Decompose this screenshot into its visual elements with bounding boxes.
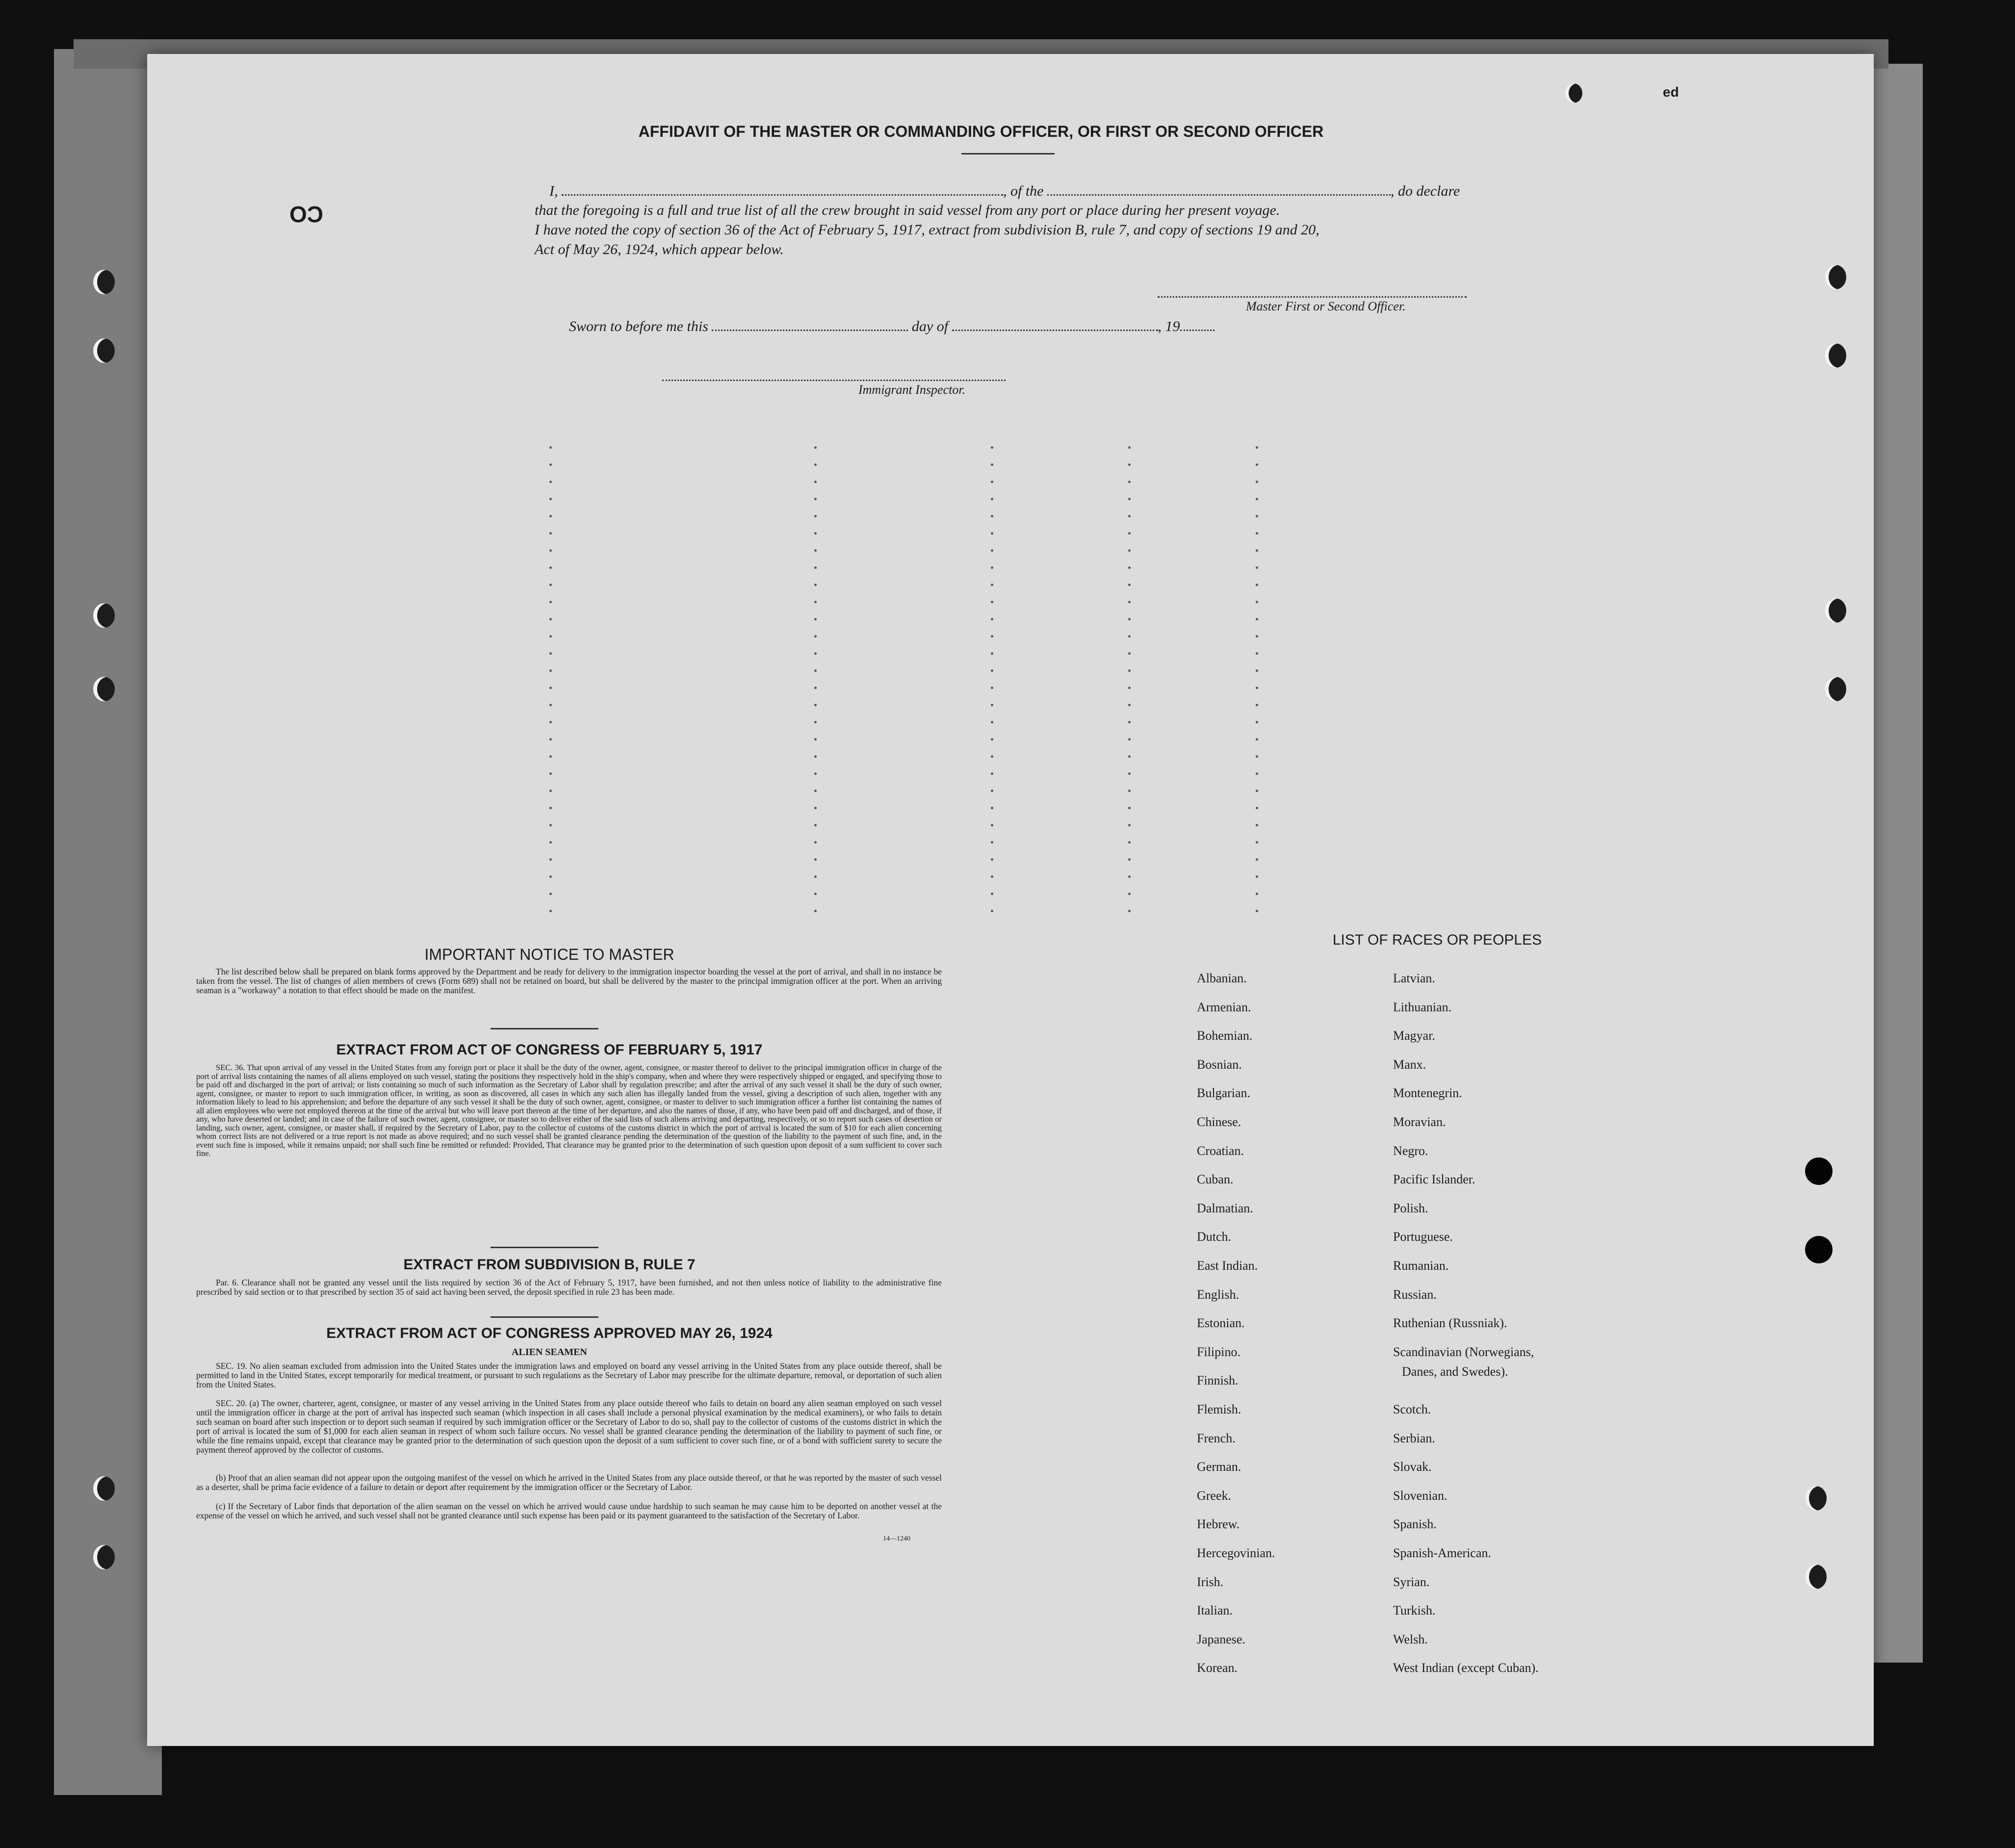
column-guide-dot xyxy=(1128,635,1131,638)
extract-rule7-text: Par. 6. Clearance shall not be granted any vessel until the lists required by section 36 of the Act of February 5, 1917, have been furnished, and not then unless notice of liability to the administrative fine prescribed by said section or to that prescribed by section 35 of said act having been served, the deposit specified in rule 23 has been made. xyxy=(196,1278,942,1297)
column-guide-dot xyxy=(549,875,552,878)
column-guide-dot xyxy=(1256,463,1258,466)
column-guide-dot xyxy=(1256,910,1258,912)
column-guide-dot xyxy=(814,532,817,535)
race-item: Irish. xyxy=(1197,1574,1224,1589)
column-guide-dot xyxy=(814,687,817,689)
punch-hole xyxy=(93,338,115,363)
column-guide-dot xyxy=(991,687,993,689)
column-guide-dot xyxy=(1256,652,1258,655)
column-guide-dot xyxy=(1256,532,1258,535)
alien-seamen-subtitle: ALIEN SEAMEN xyxy=(512,1347,587,1358)
column-guide-dot xyxy=(814,652,817,655)
race-item: Negro. xyxy=(1393,1143,1428,1158)
column-guide-dot xyxy=(1128,532,1131,535)
column-guide-dot xyxy=(1256,687,1258,689)
extract-1917-text: SEC. 36. That upon arrival of any vessel in the United States from any foreign port or place it shall be the duty of the owner, agent, consignee, or master thereof to deliver to the principal immigration officer in charge of the port of arrival lists containing the names of all aliens employed on such vessel, stating the positions they respectively hold in the ship's company, when and where they were respectively shipped or engaged, and specifying those to be paid off and discharged in the port of arrival; or lists containing so much of such information as the Secretary of Labor shall by regulation prescribe; and after the arrival of any such vessel it shall be the duty of such owner, agent, consignee, or master to report to such immigration officer, in writing, as soon as discovered, all cases in which any such alien has illegally landed from the vessel, giving a description of such alien, together with any information likely to lead to his apprehension; and before the departure of any such vessel it shall be the duty of such owner, agent, consignee, or master to deliver to such immigration officer a further list containing the names of all alien employees who were not employed thereon at the time of the arrival but who will leave port thereon at the time of her departure, and also the names of those, if any, who have been paid off and discharged, and of those, if any, who have deserted or landed; and in case of the failure of such owner, agent, consignee, or master so to deliver either of the said lists of such aliens arriving and departing, respectively, or so to report such cases of desertion or landing, such owner, agent, consignee, or master shall, if required by the Secretary of Labor, pay to the collector of customs of the customs district in which the port of arrival is located the sum of $10 for each alien concerning whom correct lists are not delivered or a true report is not made as above required; and no such vessel shall be granted clearance pending the determination of the question of the liability to the payment of such fine, and, in the event such fine is imposed, while it remains unpaid; nor shall such fine be remitted or refunded: Provided, That clearance may be granted prior to the determination of such question upon deposit of a sum sufficient to cover such fine. xyxy=(196,1063,942,1158)
column-guide-dot xyxy=(814,790,817,792)
column-guide-dot xyxy=(991,790,993,792)
column-guide-dot xyxy=(991,669,993,672)
race-item: Scandinavian (Norwegians, xyxy=(1393,1344,1534,1359)
race-item: Slovak. xyxy=(1393,1460,1432,1474)
column-guide-dot xyxy=(991,515,993,517)
race-item: Portuguese. xyxy=(1393,1230,1453,1244)
sec19-text: SEC. 19. No alien seaman excluded from admission into the United States under the immigration laws and employed on board any vessel arriving in the United States from any place outside thereof, shall be permitted to land in the United States, except temporarily for medical treatment, or pursuant to such regulations as the Secretary of Labor may prescribe for the ultimate departure, removal, or deportation of such alien from the United States. xyxy=(196,1361,942,1389)
column-guide-dot xyxy=(549,669,552,672)
column-guide-dot xyxy=(549,910,552,912)
race-item: West Indian (except Cuban). xyxy=(1393,1661,1539,1675)
declarant-label: I, xyxy=(549,183,558,199)
column-guide-dot xyxy=(549,635,552,638)
race-item: Flemish. xyxy=(1197,1402,1241,1416)
race-item: Magyar. xyxy=(1393,1028,1435,1043)
column-guide-dot xyxy=(991,841,993,844)
column-guide-dot xyxy=(1128,858,1131,861)
race-item: Armenian. xyxy=(1197,1000,1251,1014)
column-guide-dot xyxy=(814,875,817,878)
column-guide-dot xyxy=(1256,498,1258,500)
column-guide-dot xyxy=(814,601,817,603)
race-item: Bulgarian. xyxy=(1197,1086,1251,1101)
column-guide-dot xyxy=(1256,566,1258,569)
column-guide-dot xyxy=(1128,669,1131,672)
race-item: Serbian. xyxy=(1393,1431,1435,1445)
column-guide-dot xyxy=(1256,515,1258,517)
column-guide-dot xyxy=(549,463,552,466)
column-guide-dot xyxy=(814,772,817,775)
column-guide-dot xyxy=(1128,515,1131,517)
punch-hole xyxy=(93,677,115,701)
column-guide-dot xyxy=(1128,772,1131,775)
column-guide-dot xyxy=(991,635,993,638)
column-guide-dot xyxy=(991,618,993,620)
column-guide-dot xyxy=(991,824,993,826)
race-item: Hercegovinian. xyxy=(1197,1546,1275,1560)
corner-stamp: ed xyxy=(1663,84,1679,100)
column-guide-dot xyxy=(1256,446,1258,449)
race-item: Finnish. xyxy=(1197,1373,1239,1388)
column-guide-dot xyxy=(1128,618,1131,620)
race-item: Syrian. xyxy=(1393,1574,1430,1589)
column-guide-dot xyxy=(1256,875,1258,878)
section-divider xyxy=(491,1028,598,1029)
race-item: East Indian. xyxy=(1197,1258,1258,1273)
column-guide-dot xyxy=(549,721,552,723)
notice-text: The list described below shall be prepared on blank forms approved by the Department and be ready for delivery to the immigration inspector boarding the vessel at the port of arrival, and shall in no instance be taken from the vessel. The list of changes of alien members of crews (Form 689) shall not be retained on board, but shall be delivered by the master to the principal immigration officer at the port. When an arriving seaman is a "workaway" a notation to that effect should be made on the manifest. xyxy=(196,967,942,995)
column-guide-dot xyxy=(991,463,993,466)
column-guide-dot xyxy=(814,858,817,861)
column-guide-dot xyxy=(1128,481,1131,483)
section-divider xyxy=(491,1247,598,1248)
race-item: Welsh. xyxy=(1393,1632,1428,1646)
race-item: Russian. xyxy=(1393,1287,1437,1302)
column-guide-dot xyxy=(549,515,552,517)
column-guide-dot xyxy=(549,652,552,655)
race-item: Polish. xyxy=(1393,1201,1428,1215)
race-item: Slovenian. xyxy=(1393,1488,1447,1503)
form-number: 14—1240 xyxy=(883,1535,910,1542)
column-guide-dot xyxy=(1128,601,1131,603)
column-guide-dot xyxy=(1128,498,1131,500)
margin-stamp: CO xyxy=(289,202,323,227)
sec20c-text: (c) If the Secretary of Labor finds that deportation of the alien seaman on the vessel on which he arrived would cause undue hardship to such seaman he may cause him to be deported on another vessel at the expense of the vessel on which he arrived, and such vessel shall not be granted clearance until such expense has been paid or its payment guaranteed to the satisfaction of the Secretary of Labor. xyxy=(196,1501,942,1520)
column-guide-dot xyxy=(1256,635,1258,638)
sec20b-text: (b) Proof that an alien seaman did not appear upon the outgoing manifest of the vessel on which he arrived in the United States from any place outside thereof, or that he was reported by the master of such vessel as a deserter, shall be prima facie evidence of a failure to detain or deport after requirement by the immigration officer or the Secretary of Labor. xyxy=(196,1473,942,1492)
column-guide-dot xyxy=(814,910,817,912)
column-guide-dot xyxy=(1128,446,1131,449)
column-guide-dot xyxy=(814,515,817,517)
column-guide-dot xyxy=(991,893,993,895)
races-title: LIST OF RACES OR PEOPLES xyxy=(1332,932,1542,948)
race-item: Montenegrin. xyxy=(1393,1086,1462,1101)
column-guide-dot xyxy=(991,498,993,500)
column-guide-dot xyxy=(1256,841,1258,844)
punch-hole xyxy=(93,1476,115,1501)
column-guide-dot xyxy=(549,481,552,483)
column-guide-dot xyxy=(814,893,817,895)
column-guide-dot xyxy=(1128,463,1131,466)
race-item: Scotch. xyxy=(1393,1402,1431,1416)
column-guide-dot xyxy=(1128,755,1131,758)
race-item: Japanese. xyxy=(1197,1632,1245,1646)
column-guide-dot xyxy=(1128,704,1131,706)
punch-hole xyxy=(93,603,115,628)
column-guide-dot xyxy=(991,755,993,758)
sworn-label: Sworn to before me this xyxy=(569,318,708,334)
race-item: Italian. xyxy=(1197,1603,1233,1618)
column-guide-dot xyxy=(814,721,817,723)
column-guide-dot xyxy=(991,875,993,878)
underlying-sheet-left xyxy=(54,49,162,1795)
column-guide-dot xyxy=(991,481,993,483)
column-guide-dot xyxy=(549,858,552,861)
column-guide-dot xyxy=(1256,481,1258,483)
column-guide-dot xyxy=(549,549,552,552)
column-guide-dot xyxy=(814,566,817,569)
column-guide-dot xyxy=(549,893,552,895)
column-guide-dot xyxy=(991,772,993,775)
affidavit-title: AFFIDAVIT OF THE MASTER OR COMMANDING OFFICER, OR FIRST OR SECOND OFFICER xyxy=(638,123,1324,140)
column-guide-dot xyxy=(1256,584,1258,586)
column-guide-dot xyxy=(814,446,817,449)
column-guide-dot xyxy=(814,738,817,741)
column-guide-dot xyxy=(991,910,993,912)
column-guide-dot xyxy=(991,721,993,723)
column-guide-dot xyxy=(549,841,552,844)
column-guide-dot xyxy=(1256,772,1258,775)
column-guide-dot xyxy=(1128,807,1131,809)
extract-1917-title: EXTRACT FROM ACT OF CONGRESS OF FEBRUARY 5, 1917 xyxy=(336,1042,763,1058)
column-guide-dot xyxy=(549,755,552,758)
column-guide-dot xyxy=(1256,721,1258,723)
race-item: Spanish-American. xyxy=(1393,1546,1492,1560)
race-item: Bohemian. xyxy=(1197,1028,1253,1043)
column-guide-dot xyxy=(991,704,993,706)
blank-entry-area xyxy=(147,54,1874,1746)
column-guide-dot xyxy=(1256,807,1258,809)
race-item: Latvian. xyxy=(1393,971,1435,985)
column-guide-dot xyxy=(549,790,552,792)
punch-hole xyxy=(93,1545,115,1569)
column-guide-dot xyxy=(814,463,817,466)
race-item: Chinese. xyxy=(1197,1115,1241,1129)
column-guide-dot xyxy=(549,807,552,809)
column-guide-dot xyxy=(991,549,993,552)
year-label: , 19 xyxy=(1158,318,1180,334)
column-guide-dot xyxy=(991,584,993,586)
column-guide-dot xyxy=(1256,824,1258,826)
column-guide-dot xyxy=(991,601,993,603)
column-guide-dot xyxy=(1256,601,1258,603)
column-guide-dot xyxy=(549,566,552,569)
column-guide-dot xyxy=(1256,704,1258,706)
column-guide-dot xyxy=(1256,755,1258,758)
column-guide-dot xyxy=(991,532,993,535)
punch-hole xyxy=(93,270,115,294)
declaration-text-line: I have noted the copy of section 36 of the Act of February 5, 1917, extract from subdivision B, rule 7, and copy of sections 19 and 20, xyxy=(535,222,1319,238)
extract-1924-title: EXTRACT FROM ACT OF CONGRESS APPROVED MAY 26, 1924 xyxy=(326,1325,773,1341)
column-guide-dot xyxy=(814,481,817,483)
race-item: Hebrew. xyxy=(1197,1517,1240,1532)
column-guide-dot xyxy=(1128,790,1131,792)
column-guide-dot xyxy=(549,772,552,775)
column-guide-dot xyxy=(549,446,552,449)
race-item: French. xyxy=(1197,1431,1236,1445)
race-item: Croatian. xyxy=(1197,1143,1244,1158)
race-item: Bosnian. xyxy=(1197,1057,1242,1072)
column-guide-dot xyxy=(814,841,817,844)
column-guide-dot xyxy=(814,498,817,500)
column-guide-dot xyxy=(1128,841,1131,844)
race-item: Dutch. xyxy=(1197,1230,1232,1244)
column-guide-dot xyxy=(814,549,817,552)
race-item: Albanian. xyxy=(1197,971,1247,985)
column-guide-dot xyxy=(1256,738,1258,741)
column-guide-dot xyxy=(991,858,993,861)
race-item: Dalmatian. xyxy=(1197,1201,1253,1215)
notice-title: IMPORTANT NOTICE TO MASTER xyxy=(424,946,674,963)
vessel-label: , of the xyxy=(1003,183,1044,199)
extract-rule7-title: EXTRACT FROM SUBDIVISION B, RULE 7 xyxy=(403,1257,696,1273)
column-guide-dot xyxy=(1128,875,1131,878)
column-guide-dot xyxy=(1128,584,1131,586)
column-guide-dot xyxy=(814,755,817,758)
column-guide-dot xyxy=(1128,910,1131,912)
race-item: Pacific Islander. xyxy=(1393,1172,1475,1187)
sec20a-text: SEC. 20. (a) The owner, charterer, agent, consignee, or master of any vessel arriving in the United States from any place outside thereof who fails to detain on board any alien seaman employed on such vessel until the immigration officer in charge at the port of arrival has inspected such seaman (which inspection in all cases shall include a personal physical examination by the medical examiners), or who fails to detain such seaman on board after such inspection or to deport such seaman if required by such immigration officer or the Secretary of Labor to do so, shall pay to the collector of customs of the customs district in which the port of arrival is located the sum of $1,000 for each alien seaman in respect of whom such failure occurs. No vessel shall be granted clearance pending the determination of the liability to payment of such fine, or while the fine remains unpaid, except that clearance may be granted prior to the determination of such question upon the deposit of a sum sufficient to cover such fine, or of a bond with sufficient surety to secure the payment thereof approved by the collector of customs. xyxy=(196,1398,942,1455)
declaration-text-line: that the foregoing is a full and true list of all the crew brought in said vessel from any port or place during her present voyage. xyxy=(535,202,1280,218)
column-guide-dot xyxy=(814,704,817,706)
race-item: Estonian. xyxy=(1197,1316,1245,1331)
race-item: Lithuanian. xyxy=(1393,1000,1452,1014)
column-guide-dot xyxy=(991,652,993,655)
race-item: Korean. xyxy=(1197,1661,1238,1675)
column-guide-dot xyxy=(1128,893,1131,895)
column-guide-dot xyxy=(1256,790,1258,792)
column-guide-dot xyxy=(991,807,993,809)
column-guide-dot xyxy=(1128,721,1131,723)
column-guide-dot xyxy=(1256,618,1258,620)
race-item: Spanish. xyxy=(1393,1517,1437,1532)
column-guide-dot xyxy=(549,687,552,689)
day-of-label: day of xyxy=(911,318,949,334)
declaration-text-line: Act of May 26, 1924, which appear below. xyxy=(535,241,784,257)
column-guide-dot xyxy=(549,601,552,603)
column-guide-dot xyxy=(549,532,552,535)
column-guide-dot xyxy=(1256,549,1258,552)
column-guide-dot xyxy=(549,584,552,586)
race-item: English. xyxy=(1197,1287,1239,1302)
race-item: Moravian. xyxy=(1393,1115,1446,1129)
column-guide-dot xyxy=(549,704,552,706)
race-item: Turkish. xyxy=(1393,1603,1436,1618)
column-guide-dot xyxy=(814,669,817,672)
column-guide-dot xyxy=(814,618,817,620)
column-guide-dot xyxy=(1128,738,1131,741)
document-page xyxy=(147,54,1874,1746)
column-guide-dot xyxy=(1128,652,1131,655)
column-guide-dot xyxy=(991,446,993,449)
column-guide-dot xyxy=(814,807,817,809)
race-item: Manx. xyxy=(1393,1057,1426,1072)
column-guide-dot xyxy=(549,498,552,500)
column-guide-dot xyxy=(549,824,552,826)
master-signature-label: Master First or Second Officer. xyxy=(1246,299,1406,313)
column-guide-dot xyxy=(549,738,552,741)
section-divider xyxy=(491,1316,598,1318)
column-guide-dot xyxy=(814,584,817,586)
column-guide-dot xyxy=(1256,893,1258,895)
column-guide-dot xyxy=(1128,824,1131,826)
race-item: German. xyxy=(1197,1460,1241,1474)
column-guide-dot xyxy=(1128,549,1131,552)
inspector-label: Immigrant Inspector. xyxy=(858,383,966,397)
race-item: Ruthenian (Russniak). xyxy=(1393,1316,1507,1331)
column-guide-dot xyxy=(1256,858,1258,861)
race-item: Filipino. xyxy=(1197,1344,1240,1359)
declare-label: , do declare xyxy=(1391,183,1460,199)
race-item: Cuban. xyxy=(1197,1172,1234,1187)
column-guide-dot xyxy=(991,566,993,569)
race-item: Rumanian. xyxy=(1393,1258,1449,1273)
column-guide-dot xyxy=(991,738,993,741)
race-item: Greek. xyxy=(1197,1488,1232,1503)
column-guide-dot xyxy=(1128,687,1131,689)
column-guide-dot xyxy=(549,618,552,620)
column-guide-dot xyxy=(1128,566,1131,569)
race-item: Danes, and Swedes). xyxy=(1402,1364,1508,1379)
column-guide-dot xyxy=(814,635,817,638)
column-guide-dot xyxy=(1256,669,1258,672)
column-guide-dot xyxy=(814,824,817,826)
